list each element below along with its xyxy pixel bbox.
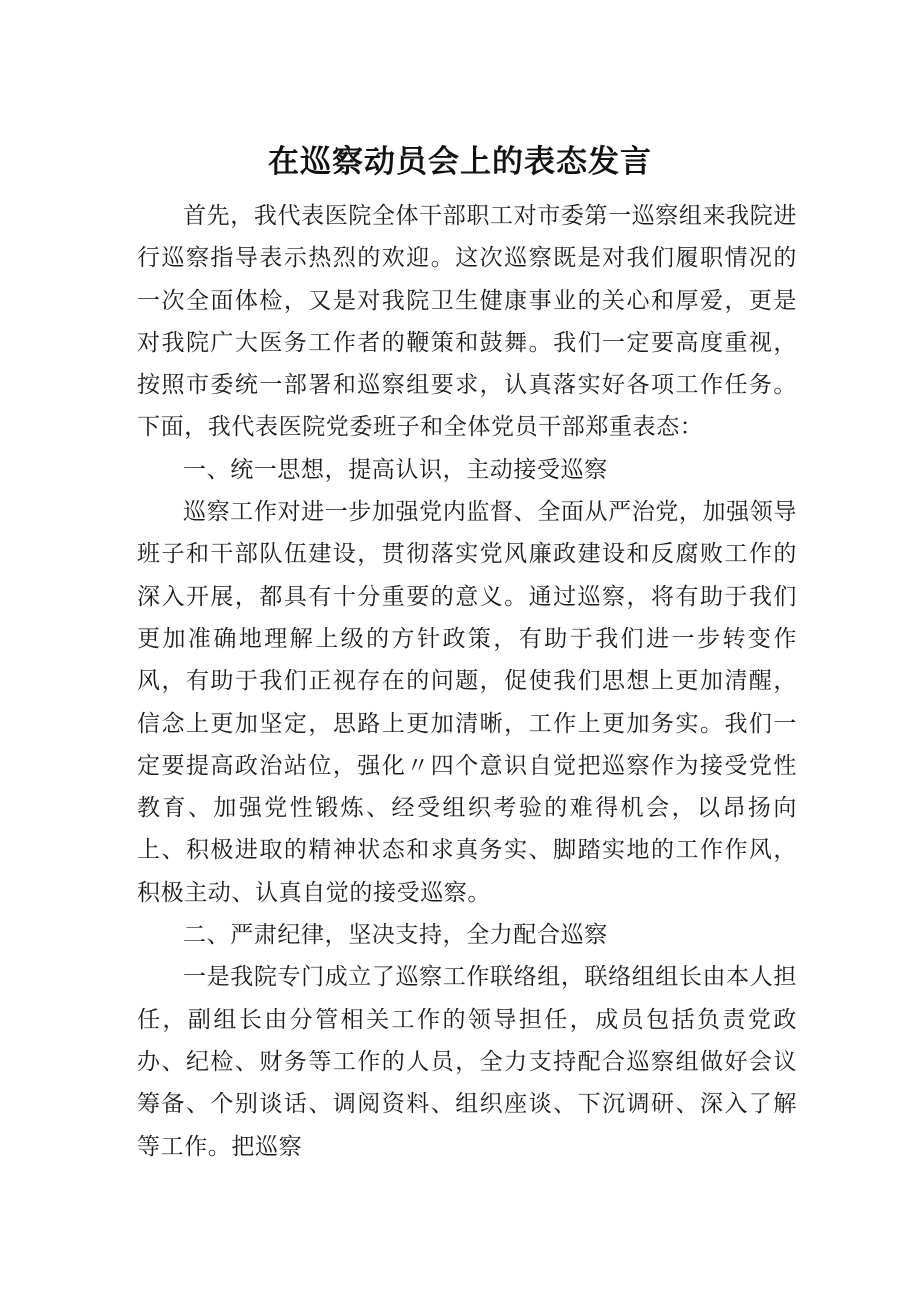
section-2-paragraph: 一是我院专门成立了巡察工作联络组，联络组组长由本人担任，副组长由分管相关工作的领导担任，成员包括负责党政办、纪检、财务等工作的人员，全力支持配合巡察组做好会议筹备、个别谈话、调阅资料、组织座谈、下沉调研、深入了解等工作。把巡察 <box>137 964 797 1160</box>
document-body <box>137 195 797 1168</box>
document-title: 在巡察动员会上的表态发言 <box>268 144 652 180</box>
section-heading-2: 二、严肃纪律，坚决支持，全力配合巡察 <box>183 922 608 949</box>
section-1-paragraph: 巡察工作对进一步加强党内监督、全面从严治党，加强领导班子和干部队伍建设，贯彻落实党风廉政建设和反腐败工作的深入开展，都具有十分重要的意义。通过巡察，将有助于我们更加准确地理解上级的方针政策，有助于我们进一步转变作风，有助于我们正视存在的问题，促使我们思想上更加清醒，信念上更加坚定，思路上更加清晰，工作上更加务实。我们一定要提高政治站位，强化〃四个意识自觉把巡察作为接受党性教育、加强党性锻炼、经受组织考验的难得机会，以昂扬向上、积极进取的精神状态和求真务实、脚踏实地的工作作风，积极主动、认真自觉的接受巡察。 <box>137 499 797 906</box>
intro-paragraph: 首先，我代表医院全体干部职工对市委第一巡察组来我院进行巡察指导表示热烈的欢迎。这次巡察既是对我们履职情况的一次全面体检，又是对我院卫生健康事业的关心和厚爱，更是对我院广大医务工作者的鞭策和鼓舞。我们一定要高度重视，按照市委统一部署和巡察组要求，认真落实好各项工作任务。下面，我代表医院党委班子和全体党员干部郑重表态： <box>137 203 797 441</box>
section-heading-1: 一、统一思想，提高认识，主动接受巡察 <box>183 456 608 483</box>
